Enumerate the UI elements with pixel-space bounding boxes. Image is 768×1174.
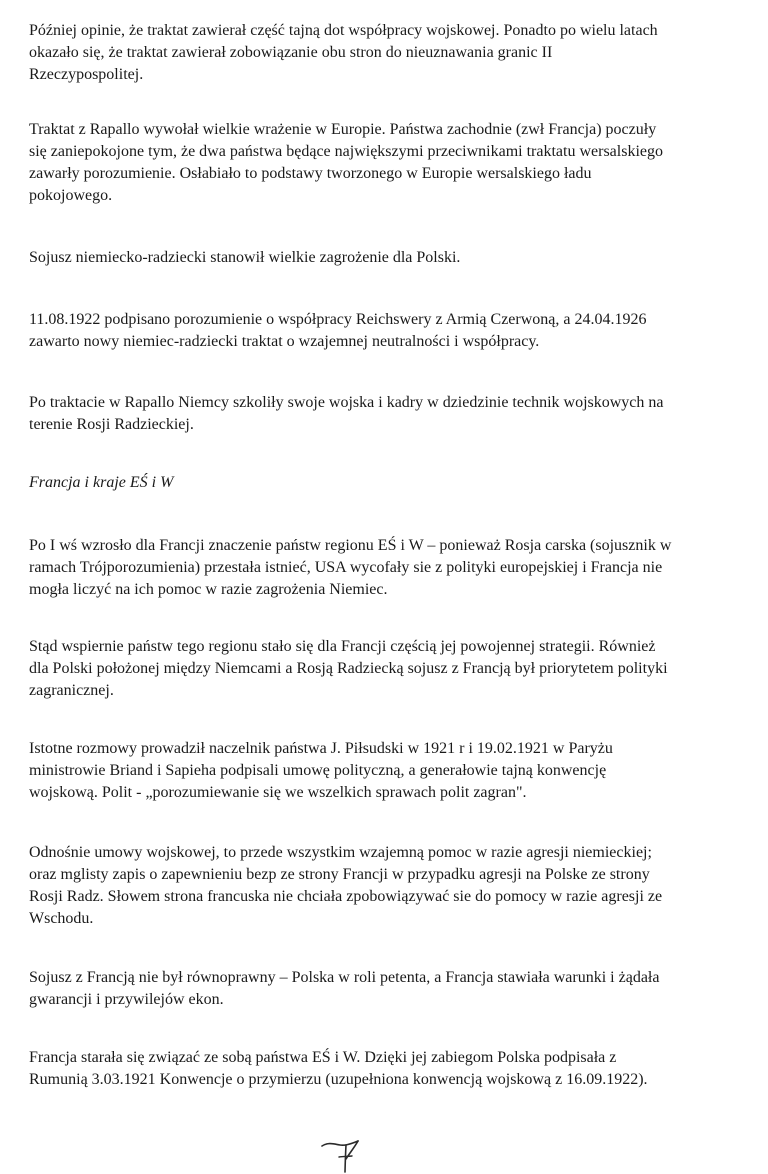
text-line: Wschodu.	[29, 910, 94, 927]
paragraph-8	[29, 738, 757, 804]
text-line: 11.08.1922 podpisano porozumienie o współpracy Reichswery z Armią Czerwoną, a 24.04.1926	[29, 311, 647, 328]
text-line: ramach Trójporozumienia) przestała istnieć, USA wycofały sie z polityki europejskiej i Francja nie	[29, 559, 663, 576]
section-heading-text: Francja i kraje EŚ i W	[29, 474, 174, 491]
text-line: Francja starała się związać ze sobą państwa EŚ i W. Dzięki jej zabiegom Polska podpisała z	[29, 1049, 617, 1066]
text-line: wojskową. Polit - „porozumiewanie się we wszelkich sprawach polit zagran".	[29, 784, 527, 801]
text-line: zawarto nowy niemiec-radziecki traktat o wzajemnej neutralności i współpracy.	[29, 333, 540, 350]
text-line: terenie Rosji Radzieckiej.	[29, 416, 194, 433]
paragraph-11	[29, 1047, 757, 1091]
paragraph-3	[29, 247, 757, 269]
text-line: zawarły porozumienie. Osłabiało to podstawy tworzonego w Europie wersalskiego ładu	[29, 165, 592, 182]
text-line: Sojusz niemiecko-radziecki stanowił wielkie zagrożenie dla Polski.	[29, 249, 461, 266]
text-line: Traktat z Rapallo wywołał wielkie wrażenie w Europie. Państwa zachodnie (zwł Francja) poczuły	[29, 121, 657, 138]
text-line: oraz mglisty zapis o zapewnieniu bezp ze strony Francji w przypadku agresji na Polske ze strony	[29, 866, 650, 883]
text-line: zagranicznej.	[29, 682, 114, 699]
text-line: Rumunią 3.03.1921 Konwencje o przymierzu (uzupełniona konwencją wojskową z 16.09.1922).	[29, 1071, 648, 1088]
paragraph-4	[29, 309, 757, 353]
text-line: Rosji Radz. Słowem strona francuska nie chciała zpobowiązywać sie do pomocy w razie agresji ze	[29, 888, 663, 905]
paragraph-6	[29, 535, 757, 601]
text-line: dla Polski położonej między Niemcami a Rosją Radziecką sojusz z Francją był priorytetem polityki	[29, 660, 668, 677]
text-line: Po I wś wzrosło dla Francji znaczenie państw regionu EŚ i W – ponieważ Rosja carska (sojusznik w	[29, 537, 672, 554]
paragraph-7	[29, 636, 757, 702]
text-line: Stąd wspiernie państw tego regionu stało się dla Francji częścią jej powojennej strategii. Również	[29, 638, 656, 655]
text-line: mogła liczyć na ich pomoc w razie zagrożenia Niemiec.	[29, 581, 388, 598]
paragraph-10	[29, 967, 757, 1011]
text-line: Rzeczypospolitej.	[29, 66, 144, 83]
text-line: okazało się, że traktat zawierał zobowiązanie obu stron do nieuznawania granic II	[29, 44, 553, 61]
text-line: ministrowie Briand i Sapieha podpisali umowę polityczną, a generałowie tajną konwencję	[29, 762, 607, 779]
text-line: Później opinie, że traktat zawierał część tajną dot współpracy wojskowej. Ponadto po wielu latach	[29, 22, 658, 39]
handwritten-page-number	[318, 1132, 368, 1174]
text-line: pokojowego.	[29, 187, 113, 204]
text-line: Sojusz z Francją nie był równoprawny – Polska w roli petenta, a Francja stawiała warunki i żądała	[29, 969, 660, 986]
text-line: gwarancji i przywilejów ekon.	[29, 991, 224, 1008]
paragraph-1	[29, 20, 757, 86]
text-line: Istotne rozmowy prowadził naczelnik państwa J. Piłsudski w 1921 r i 19.02.1921 w Paryżu	[29, 740, 613, 757]
text-line: Po traktacie w Rapallo Niemcy szkoliły swoje wojska i kadry w dziedzinie technik wojskowych na	[29, 394, 664, 411]
paragraph-9	[29, 842, 757, 930]
paragraph-5	[29, 392, 757, 436]
section-heading	[29, 472, 757, 494]
text-line: się zaniepokojone tym, że dwa państwa będące największymi przeciwnikami traktatu wersalskiego	[29, 143, 663, 160]
paragraph-2	[29, 119, 757, 207]
text-line: Odnośnie umowy wojskowej, to przede wszystkim wzajemną pomoc w razie agresji niemieckiej;	[29, 844, 652, 861]
